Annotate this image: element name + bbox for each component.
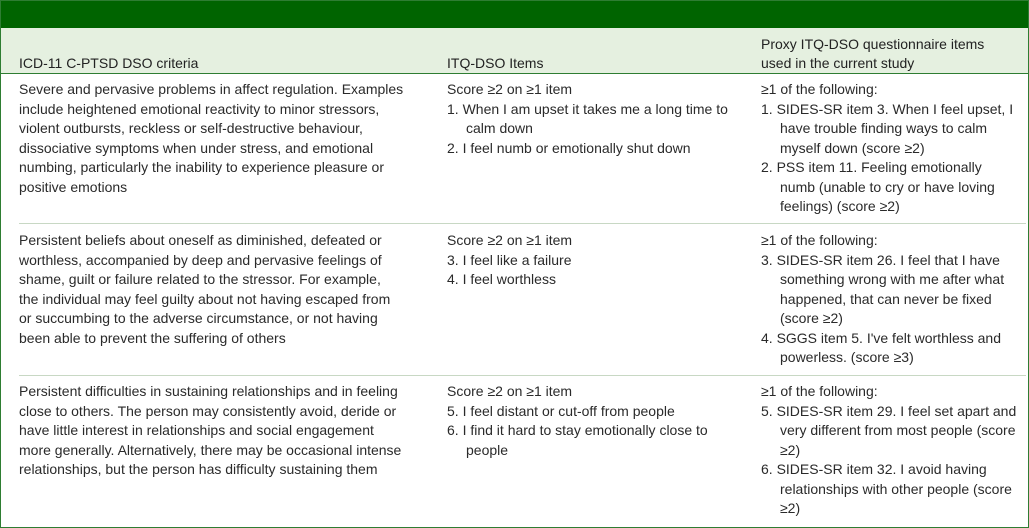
- criteria-line: Persistent difficulties in sustaining relationships and in feeling: [19, 383, 398, 399]
- proxy-item: 1. SIDES-SR item 3. When I feel upset, I have trouble finding ways to calm myself down (score ≥2): [761, 100, 1014, 156]
- criteria-line: include heightened emotional reactivity to minor stressors,: [19, 100, 380, 117]
- itq-intro: Score ≥2 on ≥1 item: [447, 383, 573, 399]
- itq-item: 1. When I am upset it takes me a long time to calm down: [447, 100, 728, 136]
- criteria-line: relationships, but the person has difficulty sustaining them: [19, 461, 378, 477]
- itq-intro: Score ≥2 on ≥1 item: [447, 232, 573, 248]
- itq-cell: [447, 80, 737, 158]
- proxy-cell: [761, 80, 1019, 217]
- proxy-item: 4. SGGS item 5. I've felt worthless and powerless. (score ≥3): [761, 329, 1001, 365]
- row-divider: [19, 375, 1026, 376]
- table-top-band: [1, 1, 1028, 28]
- criteria-line: positive emotions: [19, 178, 128, 195]
- itq-item: 2. I feel numb or emotionally shut down: [447, 139, 691, 156]
- criteria-line: more generally. Alternatively, there may be occasional intense: [19, 441, 402, 458]
- criteria-line: violent outbursts, reckless or self-destructive behaviour,: [19, 120, 363, 136]
- proxy-intro: ≥1 of the following:: [761, 232, 878, 248]
- itq-item: 5. I feel distant or cut-off from people: [447, 402, 675, 419]
- criteria-line: the individual may feel guilty about not having escaped from: [19, 290, 391, 307]
- proxy-intro: ≥1 of the following:: [761, 81, 878, 97]
- itq-item: 6. I find it hard to stay emotionally close to people: [447, 422, 708, 458]
- criteria-line: have little interest in relationships and social engagement: [19, 422, 374, 438]
- itq-item: 3. I feel like a failure: [447, 251, 572, 268]
- criteria-line: worthless, accompanied by deep and pervasive feelings of: [19, 251, 382, 268]
- criteria-line: shame, guilt or failure related to the stressor. For example,: [19, 271, 381, 287]
- itq-cell: [447, 382, 737, 460]
- itq-cell: [447, 231, 737, 290]
- header-proxy-line2: used in the current study: [761, 55, 915, 71]
- criteria-cell: [19, 231, 439, 348]
- proxy-cell: [761, 382, 1019, 519]
- row-divider: [19, 223, 1026, 224]
- criteria-line: been able to prevent the suffering of others: [19, 329, 286, 346]
- header-criteria: ICD-11 C-PTSD DSO criteria: [19, 55, 199, 71]
- criteria-line: Severe and pervasive problems in affect regulation. Examples: [19, 81, 404, 97]
- criteria-line: numbing, particularly the inability to experience pleasure or: [19, 159, 384, 175]
- criteria-line: Persistent beliefs about oneself as diminished, defeated or: [19, 232, 382, 248]
- proxy-cell: [761, 231, 1019, 368]
- header-proxy-line1: Proxy ITQ-DSO questionnaire items: [761, 36, 985, 52]
- criteria-line: close to others. The person may consistently avoid, deride or: [19, 402, 397, 419]
- criteria-cell: [19, 80, 439, 197]
- itq-item: 4. I feel worthless: [447, 271, 556, 287]
- proxy-item: 3. SIDES-SR item 26. I feel that I have something wrong with me after what happened, that can never be fixed (score ≥2): [761, 251, 1005, 326]
- proxy-item: 5. SIDES-SR item 29. I feel set apart and very different from most people (score ≥2): [761, 402, 1017, 458]
- header-itq-items: ITQ-DSO Items: [447, 55, 544, 71]
- criteria-line: or succumbing to the adverse circumstance, or not having: [19, 310, 378, 326]
- header-proxy-items: [761, 35, 1023, 73]
- proxy-item: 6. SIDES-SR item 32. I avoid having relationships with other people (score ≥2): [761, 461, 1012, 516]
- table-header-row: [1, 28, 1028, 74]
- proxy-item: 2. PSS item 11. Feeling emotionally numb (unable to cry or have loving feelings) (score ≥2): [761, 159, 995, 214]
- criteria-cell: [19, 382, 439, 480]
- criteria-line: dissociative symptoms when under stress, and emotional: [19, 139, 374, 156]
- itq-intro: Score ≥2 on ≥1 item: [447, 81, 573, 97]
- proxy-intro: ≥1 of the following:: [761, 383, 878, 399]
